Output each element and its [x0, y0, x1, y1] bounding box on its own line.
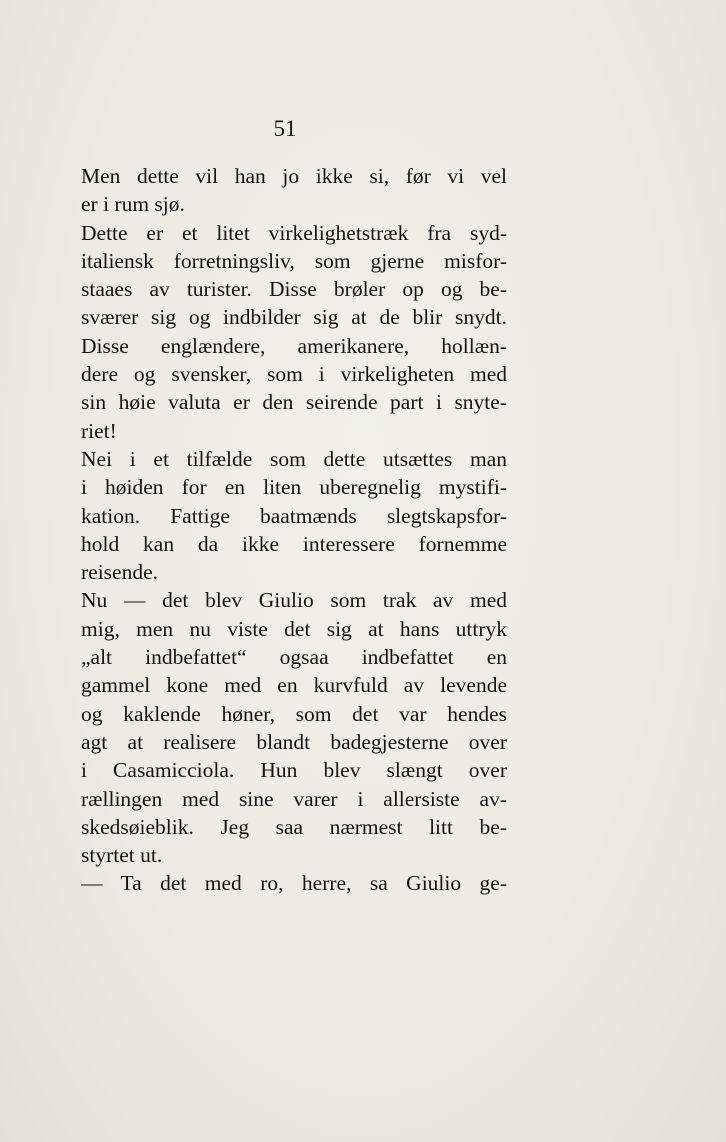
text-line: sværer sig og indbilder sig at de blir snydt. [81, 305, 507, 330]
text-line: skedsøieblik. Jeg saa nærmest litt be- [81, 814, 507, 839]
text-line: agt at realisere blandt badegjesterne over [81, 729, 507, 754]
text-line: rællingen med sine varer i allersiste av- [81, 786, 507, 811]
text-line: staaes av turister. Disse brøler op og be- [81, 277, 507, 302]
text-line: — Ta det med ro, herre, sa Giulio ge- [81, 871, 507, 896]
text-line: Men dette vil han jo ikke si, før vi vel [81, 164, 507, 188]
text-line: styrtet ut. [81, 843, 163, 868]
text-line: sin høie valuta er den seirende part i snyte- [81, 390, 507, 415]
text-line: er i rum sjø. [81, 192, 185, 217]
text-line: dere og svensker, som i virkeligheten med [81, 362, 507, 387]
text-line: „alt indbefattet“ ogsaa indbefattet en [81, 645, 507, 670]
page-number: 51 [273, 116, 297, 141]
text-line: Disse englændere, amerikanere, hollæn- [81, 333, 507, 358]
text-line: Nu — det blev Giulio som trak av med [81, 588, 507, 613]
text-line: kation. Fattige baatmænds slegtskapsfor- [81, 503, 507, 528]
text-line: og kaklende høner, som det var hendes [81, 701, 507, 726]
text-line: italiensk forretningsliv, som gjerne misfor- [81, 248, 507, 273]
text-line: reisende. [81, 560, 159, 585]
text-line: hold kan da ikke interessere fornemme [81, 531, 507, 556]
text-line: mig, men nu viste det sig at hans uttryk [81, 616, 507, 641]
text-line: gammel kone med en kurvfuld av levende [81, 673, 507, 698]
body-text [81, 162, 507, 898]
text-line: i Casamicciola. Hun blev slængt over [81, 758, 507, 783]
text-line: Nei i et tilfælde som dette utsættes man [81, 446, 507, 471]
text-line: Dette er et litet virkelighetstræk fra syd- [81, 220, 507, 245]
text-line: i høiden for en liten uberegnelig mystifi- [81, 475, 507, 500]
text-line: riet! [81, 418, 117, 443]
